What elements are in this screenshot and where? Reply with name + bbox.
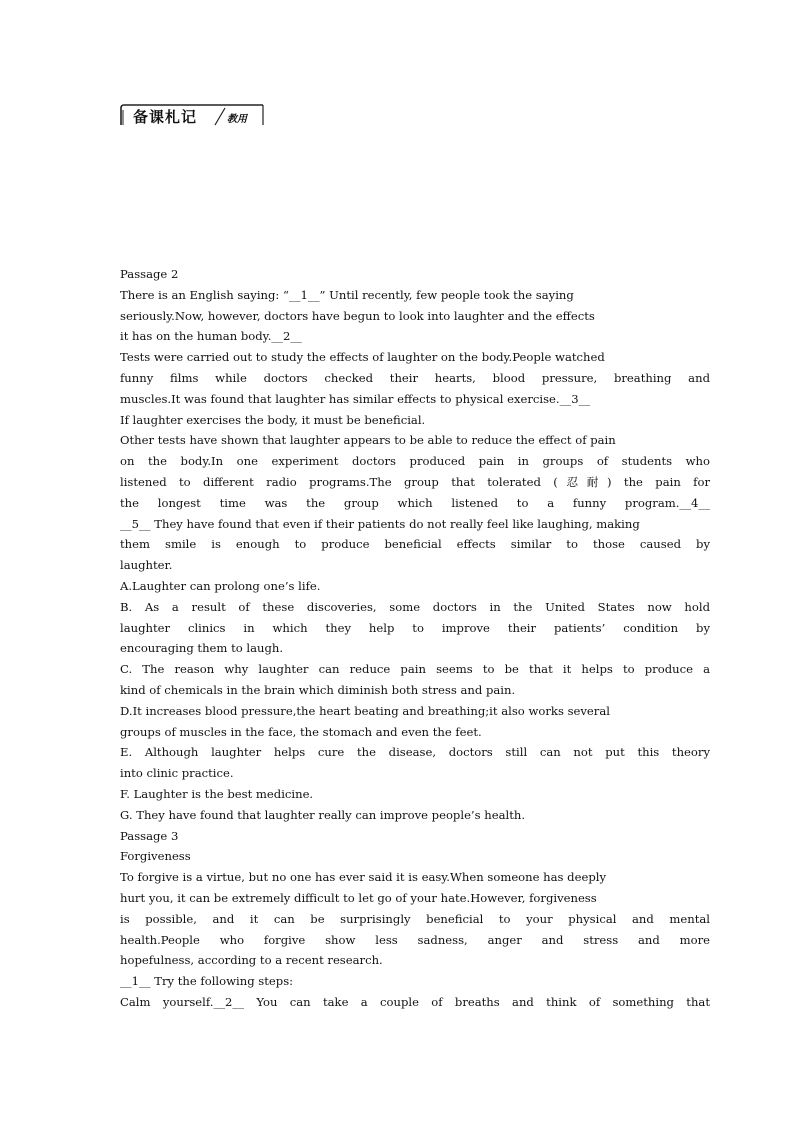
text-line: B. As a result of these discoveries, some doctors in the United States now hold [120, 599, 710, 614]
text-line: them smile is enough to produce beneficial effects similar to those caused by [120, 537, 710, 552]
text-line: is possible, and it can be surprisingly beneficial to your physical and mental [120, 911, 710, 926]
text-line: G. They have found that laughter really can improve people’s health. [120, 807, 526, 822]
text-line: Passage 3 [120, 828, 179, 843]
text-line: laughter clinics in which they help to improve their patients’ condition by [120, 620, 710, 635]
text-line: muscles.It was found that laughter has similar effects to physical exercise.__3__ [120, 391, 591, 406]
text-line: There is an English saying: “__1__” Until recently, few people took the saying [120, 287, 574, 302]
text-line: seriously.Now, however, doctors have begun to look into laughter and the effects [120, 308, 595, 323]
text-line: __5__ They have found that even if their patients do not really feel like laughing, making [120, 516, 640, 531]
text-line: hopefulness, according to a recent research. [120, 953, 383, 968]
section-header [119, 104, 265, 126]
text-line: health.People who forgive show less sadness, anger and stress and more [120, 932, 710, 947]
text-line: kind of chemicals in the brain which diminish both stress and pain. [120, 682, 516, 697]
text-line: To forgive is a virtue, but no one has ever said it is easy.When someone has deeply [120, 870, 607, 885]
text-line: __1__ Try the following steps: [120, 974, 294, 989]
text-line: it has on the human body.__2__ [120, 329, 302, 344]
text-line: Passage 2 [120, 267, 179, 281]
text-line: If laughter exercises the body, it must be beneficial. [120, 412, 426, 427]
text-line: listened to different radio programs.The group that tolerated (忍耐) the pain for [120, 474, 710, 489]
text-line: into clinic practice. [120, 766, 234, 781]
text-line: laughter. [120, 558, 173, 573]
text-line: hurt you, it can be extremely difficult to let go of your hate.However, forgiveness [120, 890, 597, 905]
text-line: D.It increases blood pressure,the heart beating and breathing;it also works several [120, 703, 610, 718]
text-line: C. The reason why laughter can reduce pain seems to be that it helps to produce a [120, 662, 710, 677]
text-line: Calm yourself.__2__ You can take a couple of breaths and think of something that [120, 994, 710, 1009]
text-line: groups of muscles in the face, the stomach and even the feet. [120, 724, 482, 739]
text-line: Tests were carried out to study the effects of laughter on the body.People watched [120, 350, 605, 365]
text-line: on the body.In one experiment doctors produced pain in groups of students who [120, 454, 710, 469]
text-line: Other tests have shown that laughter appears to be able to reduce the effect of pain [120, 433, 616, 448]
text-line: funny films while doctors checked their hearts, blood pressure, breathing and [120, 370, 710, 385]
document-body [120, 264, 710, 1013]
text-line: F. Laughter is the best medicine. [120, 786, 314, 801]
header-title: 备课札记 [133, 108, 198, 126]
text-line: E. Although laughter helps cure the disease, doctors still can not put this theory [120, 745, 710, 760]
header-subtitle: 教用 [227, 114, 247, 125]
text-line: A.Laughter can prolong one’s life. [120, 578, 321, 593]
text-line: encouraging them to laugh. [120, 641, 284, 656]
text-line: Forgiveness [120, 849, 191, 864]
text-line: the longest time was the group which listened to a funny program.__4__ [120, 495, 710, 510]
